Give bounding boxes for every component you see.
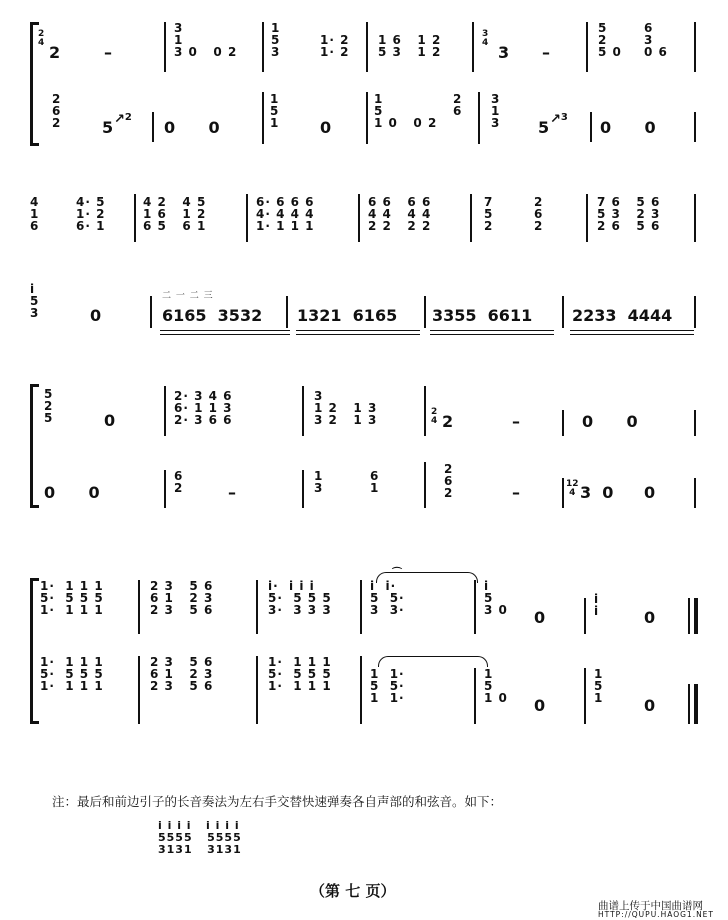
jianpu-notes: i 5 3 bbox=[30, 282, 40, 320]
barline bbox=[472, 22, 474, 72]
jianpu-notes: 6 6 6 6 4 4 4 4 2 2 2 2 bbox=[368, 195, 432, 233]
barline bbox=[694, 296, 696, 328]
barline bbox=[562, 296, 564, 328]
jianpu-notes: – bbox=[512, 483, 520, 502]
system-bracket bbox=[30, 22, 33, 146]
system-bracket bbox=[30, 578, 33, 724]
jianpu-notes: 6 2 bbox=[174, 469, 184, 495]
jianpu-notes: – bbox=[104, 43, 112, 62]
jianpu-notes: 0 bbox=[320, 118, 332, 137]
jianpu-notes: 1 5 1 bbox=[270, 92, 280, 130]
barline bbox=[302, 470, 304, 508]
barline bbox=[262, 92, 264, 144]
jianpu-notes: 1 5 1 bbox=[594, 667, 604, 705]
final-barline bbox=[688, 684, 690, 724]
jianpu-notes: 3 1 3 0 0 2 bbox=[174, 21, 238, 59]
jianpu-notes: 1· 2 1· 2 bbox=[320, 33, 350, 59]
jianpu-notes: 0 bbox=[534, 696, 546, 715]
barline bbox=[164, 470, 166, 508]
jianpu-notes: 1 5 1 0 bbox=[484, 667, 508, 705]
beam-underline bbox=[430, 334, 554, 335]
barline bbox=[134, 194, 136, 242]
jianpu-notes: 0 bbox=[644, 696, 656, 715]
jianpu-notes: 2 3 5 6 6 1 2 3 2 3 5 6 bbox=[150, 579, 214, 617]
barline bbox=[586, 22, 588, 72]
jianpu-notes: 4 2 4 5 1 6 1 2 6 5 6 1 bbox=[143, 195, 207, 233]
jianpu-notes: – bbox=[512, 412, 520, 431]
jianpu-notes: 5 bbox=[102, 118, 114, 137]
jianpu-notes: 6 1 bbox=[370, 469, 380, 495]
jianpu-notes: 7 5 2 bbox=[484, 195, 494, 233]
barline bbox=[562, 478, 564, 508]
jianpu-notes: 3 bbox=[498, 43, 510, 62]
jianpu-notes: i i bbox=[594, 592, 600, 618]
glissando-arrow: ↗$^2$ bbox=[114, 112, 132, 127]
barline bbox=[150, 296, 152, 328]
jianpu-notes: 2 6 2 bbox=[52, 92, 62, 130]
jianpu-notes: 4· 5 1· 2 6· 1 bbox=[76, 195, 106, 233]
jianpu-notes: 4 1 6 bbox=[30, 195, 40, 233]
barline bbox=[694, 194, 696, 242]
tie-slur bbox=[378, 656, 488, 667]
watermark: 曲谱上传于中国曲谱网 bbox=[598, 900, 703, 912]
barline bbox=[590, 112, 592, 142]
time-signature: 3 4 bbox=[482, 29, 489, 48]
jianpu-notes: 2 6 2 bbox=[444, 462, 454, 500]
jianpu-notes: 1· 1 1 1 5· 5 5 5 1· 1 1 1 bbox=[268, 655, 332, 693]
jianpu-notes: 1 3 bbox=[314, 469, 324, 495]
beam-underline bbox=[296, 334, 420, 335]
barline bbox=[164, 22, 166, 72]
jianpu-notes: 5 bbox=[538, 118, 550, 137]
jianpu-notes: 2 bbox=[442, 412, 454, 431]
barline bbox=[478, 92, 480, 144]
barline bbox=[474, 668, 476, 724]
barline bbox=[256, 580, 258, 634]
final-barline bbox=[694, 684, 698, 724]
barline bbox=[424, 462, 426, 508]
barline bbox=[584, 668, 586, 724]
jianpu-notes: 5 2 5 bbox=[44, 387, 54, 425]
beam-underline bbox=[570, 330, 694, 331]
barline bbox=[694, 478, 696, 508]
jianpu-notes: 0 bbox=[90, 306, 102, 325]
glissando-arrow: ↗$^3$ bbox=[550, 112, 568, 127]
barline bbox=[164, 386, 166, 436]
barline bbox=[586, 194, 588, 242]
system-bracket bbox=[30, 384, 33, 508]
jianpu-notes: 5 2 5 0 bbox=[598, 21, 622, 59]
barline bbox=[360, 656, 362, 724]
time-signature: 2 4 bbox=[38, 29, 45, 48]
barline bbox=[694, 112, 696, 142]
jianpu-notes: 1 5 3 bbox=[271, 21, 281, 59]
barline bbox=[694, 410, 696, 436]
jianpu-notes: i· i i i 5· 5 5 5 3· 3 3 3 bbox=[268, 579, 332, 617]
barline bbox=[286, 296, 288, 328]
barline bbox=[470, 194, 472, 242]
jianpu-notes: – bbox=[542, 43, 550, 62]
fingering-marks: 二 一 二 三 bbox=[162, 291, 214, 301]
final-barline bbox=[694, 598, 698, 634]
jianpu-notes: 2 3 5 6 6 1 2 3 2 3 5 6 bbox=[150, 655, 214, 693]
jianpu-notes: i 5 3 0 bbox=[484, 579, 508, 617]
barline bbox=[246, 194, 248, 242]
barline bbox=[424, 296, 426, 328]
jianpu-notes: 0 bbox=[104, 411, 116, 430]
watermark-url: HTTP://QUPU.HAOG1.NET bbox=[598, 910, 715, 919]
barline bbox=[584, 598, 586, 634]
barline bbox=[694, 22, 696, 72]
jianpu-notes: 6165 3532 bbox=[162, 306, 263, 325]
jianpu-notes: 0 bbox=[644, 483, 656, 502]
barline bbox=[366, 92, 368, 144]
jianpu-notes: 1· 1 1 1 5· 5 5 5 1· 1 1 1 bbox=[40, 579, 104, 617]
jianpu-notes: 0 0 bbox=[582, 412, 638, 431]
jianpu-notes: 1· 1 1 1 5· 5 5 5 1· 1 1 1 bbox=[40, 655, 104, 693]
barline bbox=[302, 386, 304, 436]
page-number: （第 七 页） bbox=[310, 882, 396, 900]
jianpu-notes: 0 0 bbox=[44, 483, 100, 502]
jianpu-notes: 3 0 bbox=[580, 483, 614, 502]
fermata: ⌒ bbox=[392, 568, 403, 579]
beam-underline bbox=[570, 334, 694, 335]
barline bbox=[562, 410, 564, 436]
jianpu-notes: i i· 5 5· 3 3· bbox=[370, 579, 405, 617]
jianpu-notes: 3355 6611 bbox=[432, 306, 533, 325]
barline bbox=[256, 656, 258, 724]
time-signature: 12 4 bbox=[566, 479, 579, 498]
footnote-example: i i i i i i i i 5555 5555 3131 3131 bbox=[158, 819, 242, 856]
barline bbox=[262, 22, 264, 72]
barline bbox=[152, 112, 154, 142]
jianpu-notes: 0 0 bbox=[600, 118, 656, 137]
barline bbox=[474, 580, 476, 634]
barline bbox=[138, 580, 140, 634]
jianpu-notes: 7 6 5 6 5 3 2 3 2 6 5 6 bbox=[597, 195, 661, 233]
jianpu-notes: 3 1 3 bbox=[491, 92, 501, 130]
jianpu-notes: 6 3 0 6 bbox=[644, 21, 668, 59]
jianpu-notes: 2 bbox=[49, 43, 61, 62]
jianpu-notes: 1 6 1 2 5 3 1 2 bbox=[378, 33, 442, 59]
jianpu-notes: 1 1· 5 5· 1 1· bbox=[370, 667, 405, 705]
jianpu-notes: 6· 6 6 6 4· 4 4 4 1· 1 1 1 bbox=[256, 195, 315, 233]
barline bbox=[424, 386, 426, 436]
jianpu-notes: 0 bbox=[644, 608, 656, 627]
beam-underline bbox=[160, 330, 290, 331]
jianpu-notes: 2233 4444 bbox=[572, 306, 673, 325]
jianpu-notes: 2· 3 4 6 6· 1 1 3 2· 3 6 6 bbox=[174, 389, 233, 427]
jianpu-notes: 3 1 2 1 3 3 2 1 3 bbox=[314, 389, 378, 427]
jianpu-notes: 2 6 bbox=[453, 92, 463, 118]
jianpu-notes: 2 6 2 bbox=[534, 195, 544, 233]
beam-underline bbox=[430, 330, 554, 331]
jianpu-notes: 1 5 1 0 0 2 bbox=[374, 92, 438, 130]
jianpu-notes: – bbox=[228, 483, 236, 502]
barline bbox=[138, 656, 140, 724]
jianpu-notes: 0 bbox=[534, 608, 546, 627]
beam-underline bbox=[160, 334, 290, 335]
barline bbox=[366, 22, 368, 72]
jianpu-notes: 1321 6165 bbox=[297, 306, 398, 325]
time-signature: 2 4 bbox=[431, 407, 438, 426]
barline bbox=[358, 194, 360, 242]
beam-underline bbox=[296, 330, 420, 331]
final-barline bbox=[688, 598, 690, 634]
jianpu-notes: 0 0 bbox=[164, 118, 220, 137]
footnote-text: 注：最后和前边引子的长音奏法为左右手交替快速弹奏各自声部的和弦音。如下： bbox=[52, 794, 503, 809]
barline bbox=[360, 580, 362, 634]
